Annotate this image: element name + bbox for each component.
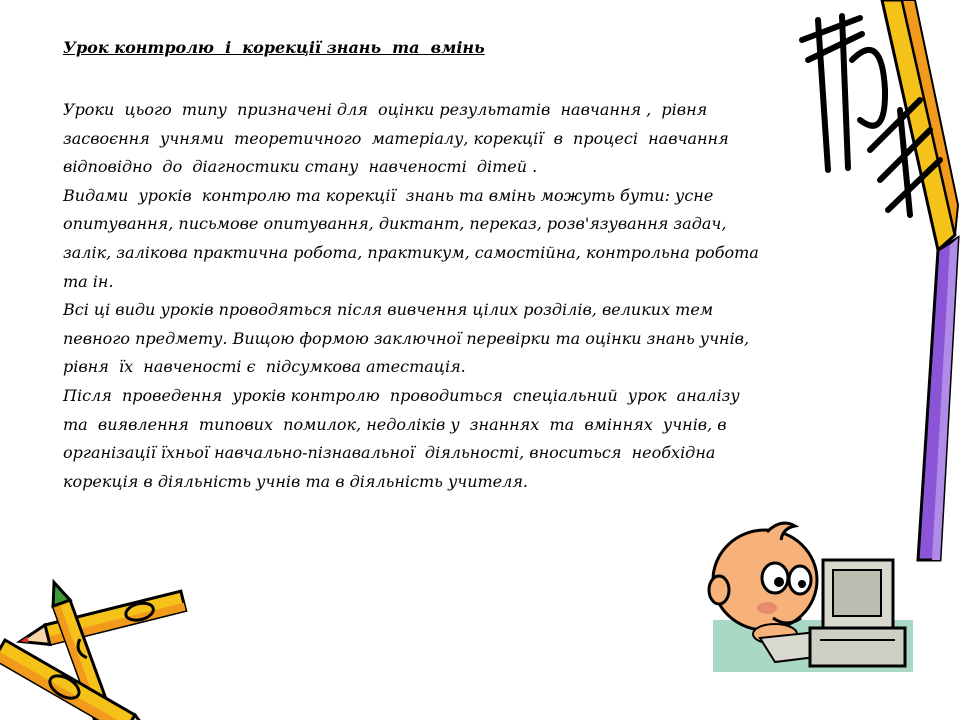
slide-body	[63, 96, 823, 496]
body-line: та ін.	[63, 271, 114, 291]
body-line: опитування, письмове опитування, диктант, переказ, розв'язування задач,	[63, 214, 727, 234]
pencils-bottom-left-icon	[0, 585, 200, 720]
body-line: певного предмету. Вищою формою заключної перевірки та оцінки знань учнів,	[63, 328, 750, 348]
pencil-top-right-icon	[790, 0, 960, 560]
slide-title: Урок контролю і корекції знань та вмінь	[63, 38, 485, 57]
body-line: засвоєння учнями теоретичного матеріалу, корекції в процесі навчання	[63, 128, 729, 148]
baby-at-computer-icon	[705, 510, 915, 675]
body-line: Видами уроків контролю та корекції знань та вмінь можуть бути: усне	[63, 185, 714, 205]
body-line: відповідно до діагностики стану навченості дітей .	[63, 157, 538, 177]
body-line: Всі ці види уроків проводяться після вивчення цілих розділів, великих тем	[63, 300, 714, 320]
body-line: залік, залікова практична робота, практикум, самостійна, контрольна робота	[63, 242, 759, 262]
body-line: Уроки цього типу призначені для оцінки результатів навчання , рівня	[63, 100, 708, 119]
body-line: корекція в діяльність учнів та в діяльність учителя.	[63, 471, 529, 491]
body-line: Після проведення уроків контролю проводиться спеціальний урок аналізу	[63, 385, 740, 405]
body-line: організації їхньої навчально-пізнавальної діяльності, вноситься необхідна	[63, 443, 716, 463]
body-line: та виявлення типових помилок, недоліків у знаннях та вміннях учнів, в	[63, 414, 727, 434]
body-line: рівня їх навченості є підсумкова атестація.	[63, 357, 466, 377]
